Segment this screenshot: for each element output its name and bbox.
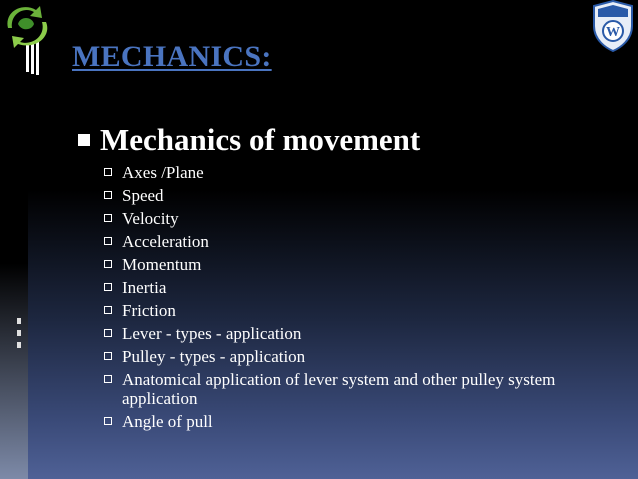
hollow-square-bullet-icon (104, 375, 112, 383)
list-item: Friction (104, 301, 574, 320)
hollow-square-bullet-icon (104, 237, 112, 245)
left-bar-stripe (17, 330, 21, 336)
sub-bullet-list (104, 163, 574, 435)
list-item: Acceleration (104, 232, 574, 251)
hollow-square-bullet-icon (104, 168, 112, 176)
list-item: Anatomical application of lever system and other pulley system application (104, 370, 574, 408)
main-bullet-text: Mechanics of movement (100, 122, 421, 157)
hollow-square-bullet-icon (104, 191, 112, 199)
hollow-square-bullet-icon (104, 214, 112, 222)
hollow-square-bullet-icon (104, 329, 112, 337)
hollow-square-bullet-icon (104, 306, 112, 314)
shield-logo-icon (590, 0, 636, 52)
list-item: Axes /Plane (104, 163, 574, 182)
recycle-logo-icon (2, 2, 52, 48)
list-item: Lever - types - application (104, 324, 574, 343)
list-item: Momentum (104, 255, 574, 274)
list-item: Pulley - types - application (104, 347, 574, 366)
square-bullet-icon (78, 134, 90, 146)
slide-title: MECHANICS: (72, 40, 272, 73)
hollow-square-bullet-icon (104, 352, 112, 360)
svg-text:W: W (606, 25, 620, 40)
left-bar-stripe (17, 342, 21, 348)
list-item: Angle of pull (104, 412, 574, 431)
hollow-square-bullet-icon (104, 417, 112, 425)
list-item: Speed (104, 186, 574, 205)
hollow-square-bullet-icon (104, 283, 112, 291)
list-item: Velocity (104, 209, 574, 228)
main-bullet (78, 122, 420, 158)
hollow-square-bullet-icon (104, 260, 112, 268)
left-bar-stripe (17, 318, 21, 324)
list-item: Inertia (104, 278, 574, 297)
